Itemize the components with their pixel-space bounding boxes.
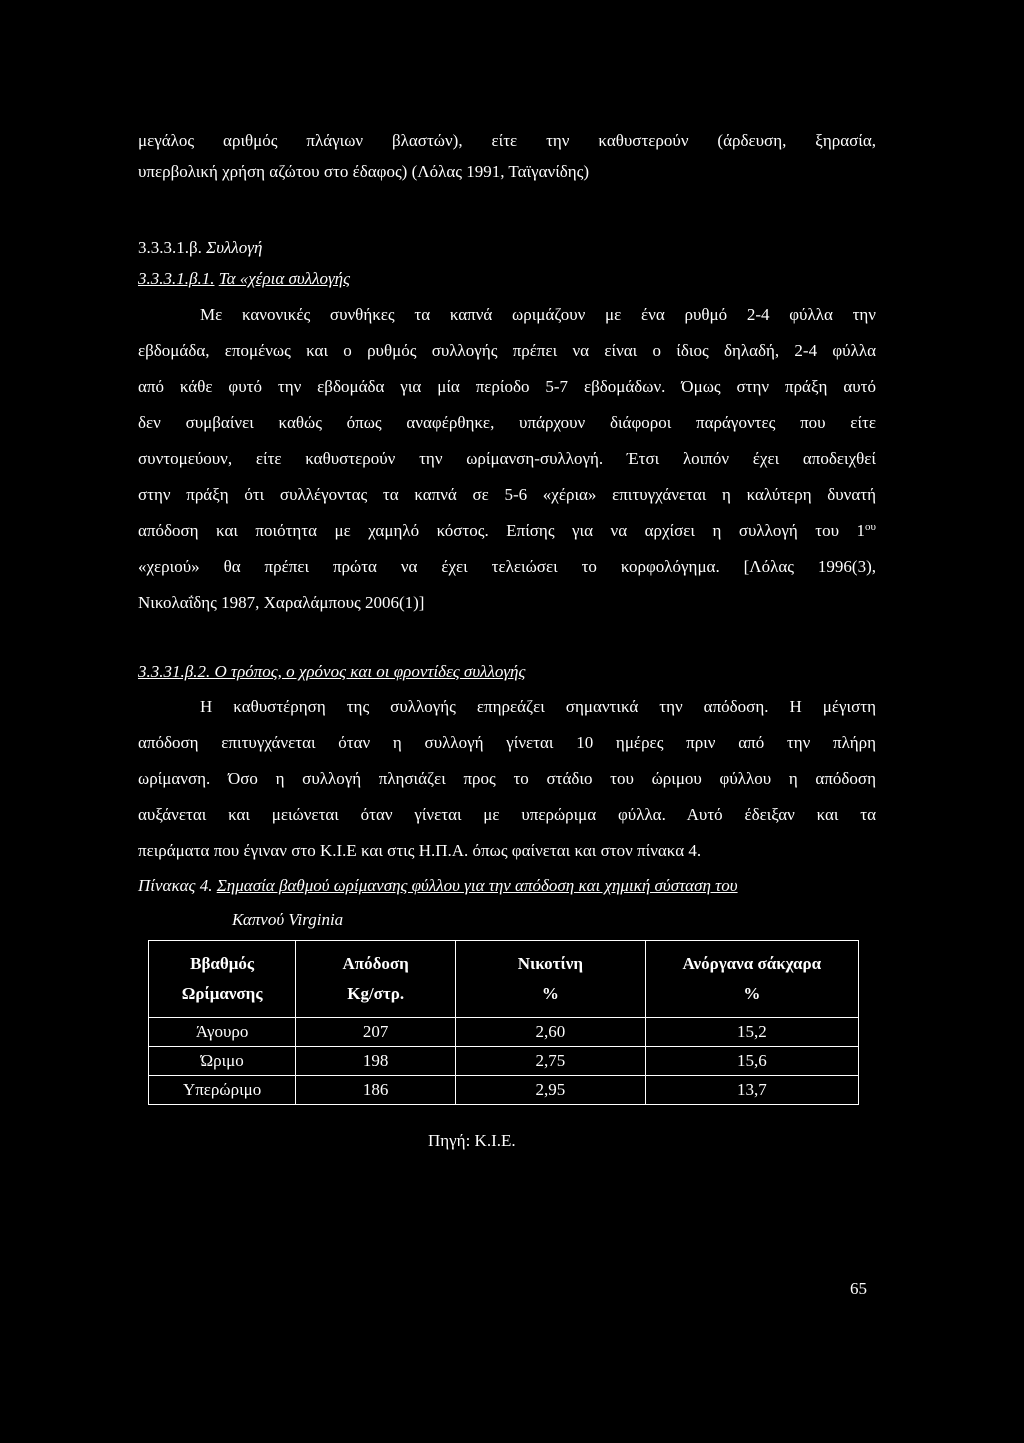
para2-line-5: πειράματα που έγιναν στο Κ.Ι.Ε και στις Η.Π.Α. όπως φαίνεται και στον πίνακα 4. [138,841,702,860]
intro-line-2: υπερβολική χρήση αζώτου στο έδαφος) (Λόλας 1991, Ταϊγανίδης) [138,162,590,181]
para1-line-9: Νικολαΐδης 1987, Χαραλάμπους 2006(1)] [138,593,425,612]
table-cell: 198 [296,1047,456,1076]
section-b1-number: 3.3.3.1.β.1. [138,269,215,288]
para1-line-7 [138,521,876,541]
section-b-number: 3.3.3.1.β. [138,238,202,257]
table-cell: Άγουρο [149,1018,296,1047]
table-cell: 186 [296,1076,456,1105]
header-nicotine-l2: % [541,984,559,1003]
para1-line-4: δεν συμβαίνει καθώς όπως αναφέρθηκε, υπάρχουν διάφοροι παράγοντες που είτε [138,413,876,432]
para1-line-6: στην πράξη ότι συλλέγοντας τα καπνά σε 5-6 «χέρια» επιτυγχάνεται η καλύτερη δυνατή [138,485,876,504]
table-cell: 2,95 [456,1076,646,1105]
para1-line-2: εβδομάδα, επομένως και ο ρυθμός συλλογής πρέπει να είναι ο ίδιος δηλαδή, 2-4 φύλλα [138,341,876,360]
header-ripeness-l1: Ββαθμός [190,954,255,973]
table-cell: 15,2 [645,1018,858,1047]
header-sugars-l2: % [743,984,761,1003]
para1-line-5: συντομεύουν, είτε καθυστερούν την ωρίμανση-συλλογή. Έτσι λοιπόν έχει αποδειχθεί [138,449,876,468]
section-b2-heading: 3.3.31.β.2. Ο τρόπος, ο χρόνος και οι φροντίδες συλλογής [138,662,526,681]
table-caption-title-line-2: Καπνού Virginia [232,910,344,929]
intro-line-1: μεγάλος αριθμός πλάγιων βλαστών), είτε την καθυστερούν (άρδευση, ξηρασία, [138,131,876,150]
table-cell: 13,7 [645,1076,858,1105]
table-cell: Ώριμο [149,1047,296,1076]
para1-line-1: Με κανονικές συνθήκες τα καπνά ωριμάζουν με ένα ρυθμό 2-4 φύλλα την [200,305,876,324]
header-yield [296,941,456,1018]
table-source: Πηγή: Κ.Ι.Ε. [428,1131,516,1150]
table-cell: 207 [296,1018,456,1047]
table-caption-label: Πίνακας 4. [138,876,213,895]
header-nicotine [456,941,646,1018]
para1-line-3: από κάθε φυτό την εβδομάδα για μία περίοδο 5-7 εβδομάδων. Όμως στην πράξη αυτό [138,377,876,396]
header-sugars-l1: Ανόργανα σάκχαρα [682,954,822,973]
table-cell: 2,75 [456,1047,646,1076]
para2-line-2: απόδοση επιτυγχάνεται όταν η συλλογή γίνεται 10 ημέρες πριν από την πλήρη [138,733,876,752]
table-row [149,1018,859,1047]
table-caption [138,876,876,896]
table-caption-title: Σημασία βαθμού ωρίμανσης φύλλου για την απόδοση και χημική σύσταση του [216,876,738,895]
superscript-ou: ου [865,521,876,533]
table-cell: 2,60 [456,1018,646,1047]
section-b1-title: Τα «χέρια συλλογής [218,269,350,288]
header-nicotine-l1: Νικοτίνη [517,954,584,973]
para2-line-1: Η καθυστέρηση της συλλογής επηρεάζει σημαντικά την απόδοση. Η μέγιστη [200,697,876,716]
ripeness-table [148,940,859,1105]
section-b-title: Συλλογή [206,238,263,257]
header-yield-l1: Απόδοση [342,954,409,973]
header-sugars [645,941,858,1018]
header-ripeness [149,941,296,1018]
header-ripeness-l2: Ωρίμανσης [181,984,263,1003]
section-b1-heading [138,269,876,289]
para2-line-4: αυξάνεται και μειώνεται όταν γίνεται με υπερώριμα φύλλα. Αυτό έδειξαν και τα [138,805,876,824]
table-row [149,1047,859,1076]
table-cell: Υπερώριμο [149,1076,296,1105]
para1-line-8: «χεριού» θα πρέπει πρώτα να έχει τελειώσει το κορφολόγημα. [Λόλας 1996(3), [138,557,876,576]
table-cell: 15,6 [645,1047,858,1076]
para2-line-3: ωρίμανση. Όσο η συλλογή πλησιάζει προς το στάδιο του ώριμου φύλλου η απόδοση [138,769,876,788]
table-row [149,1076,859,1105]
section-b-heading [138,238,876,258]
para1-line-7-text: απόδοση και ποιότητα με χαμηλό κόστος. Επίσης για να αρχίσει η συλλογή του 1 [138,521,866,540]
table-header-row [149,941,859,1018]
page-number: 65 [850,1279,867,1298]
header-yield-l2: Kg/στρ. [347,984,405,1003]
